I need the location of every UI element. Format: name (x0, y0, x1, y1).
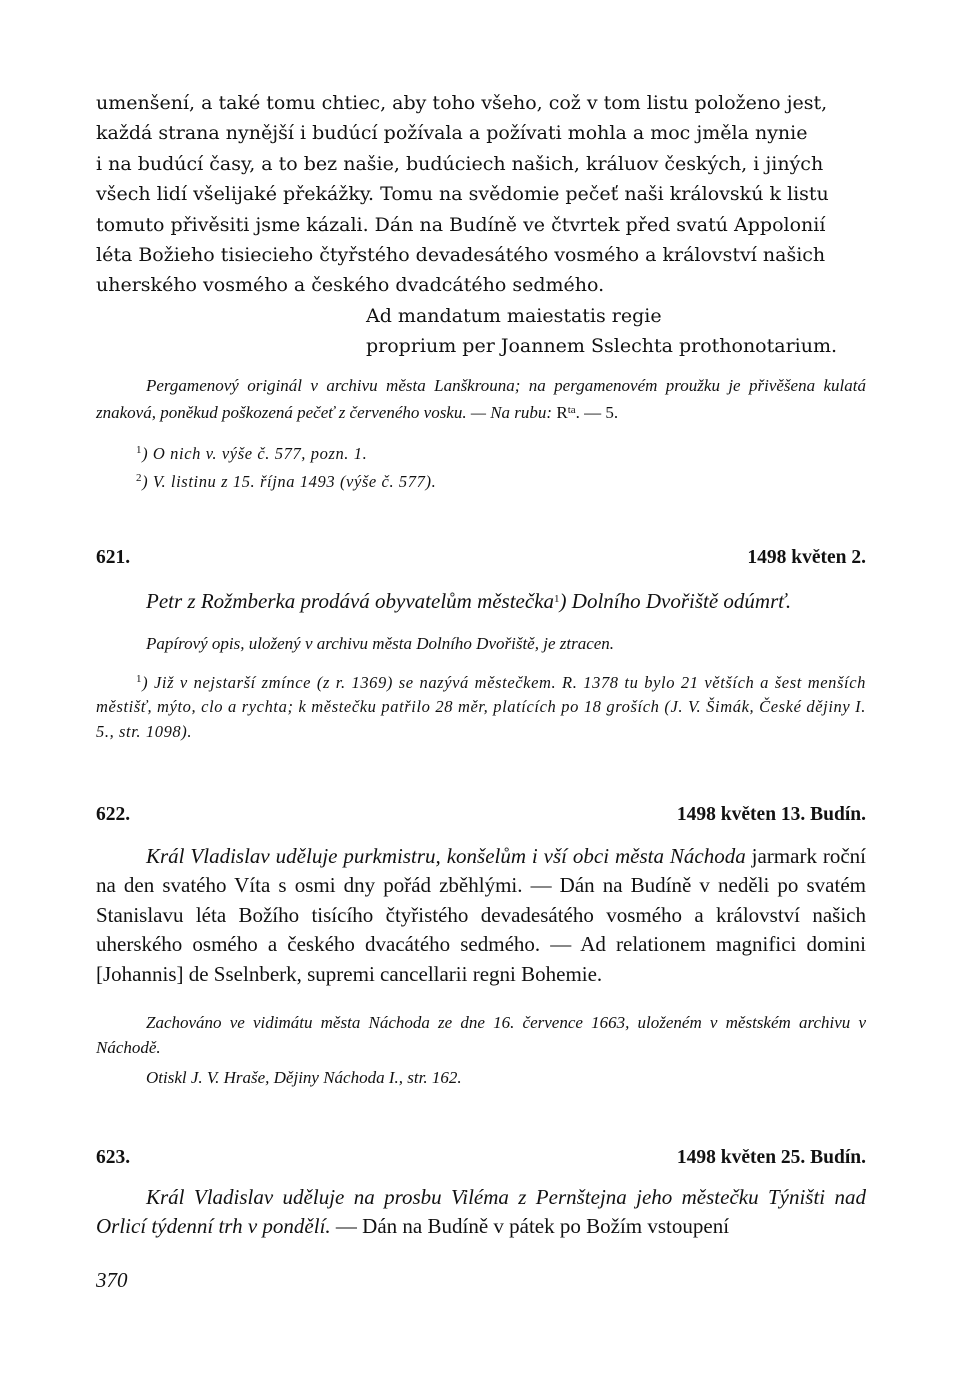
entry-number: 622. (96, 804, 131, 826)
entry-date: 1498 květen 2. (747, 546, 866, 568)
text-line: uherského vosmého a českého dvadcátého sedmého. (96, 274, 605, 297)
text-line: umenšení, a také tomu chtiec, aby toho všeho, což v tom listu položeno jest, (96, 92, 828, 114)
footnote: $^1$) O nich v. výše č. 577, pozn. 1. (136, 443, 368, 463)
text-line: všech lidí všelijaké překážky. Tomu na svědomie pečeť naši královskú k listu (96, 183, 829, 206)
text-line: léta Božieho tisiecieho čtyřstého devadesátého vosmého a království našich (96, 244, 826, 267)
source-note-rta: R (556, 403, 568, 423)
signature-line: Ad mandatum maiestatis regie (366, 304, 662, 327)
entry-date: 1498 květen 25. Budín. (676, 1146, 866, 1168)
footnote: $^1$) Již v nejstarší zmínce (z r. 1369) se nazývá městečkem. R. 1378 tu bylo 21 větších a šest menších městišť, mýto, clo a rychta; k městečku patřilo 28 měr, platících po 18 groších (J. V. Šimák, České dějiny I. 5., str. 1098). (96, 672, 866, 741)
text-line: každá strana nynější i budúcí požívala a požívati mohla a moc jměla nynie (96, 122, 808, 145)
entry-text (96, 842, 866, 989)
text-line: i na budúcí časy, a to bez našie, budúciech našich, králuov českých, i jiných (96, 152, 824, 175)
source-note (96, 374, 866, 426)
entry-header (96, 1147, 866, 1169)
entry-regest: Král Vladislav uděluje na prosbu Viléma z Pernštejna jeho městečku Týništi nad Orlicí týdenní trh v pondělí. (96, 1184, 866, 1238)
footnotes-620 (96, 438, 866, 495)
entry-note: Papírový opis, uložený v archivu města Dolního Dvořiště, je ztracen. (146, 634, 615, 654)
text-line: tomuto přivěsiti jsme kázali. Dán na Budíně ve čtvrtek před svatú Appolonií (96, 213, 826, 236)
entry-regest: Petr z Rožmberka prodává obyvatelům městečka$^1$) Dolního Dvořiště odúmrť. (146, 588, 792, 613)
entry-text (96, 1183, 866, 1242)
entry-date: 1498 květen 13. Budín. (676, 804, 866, 826)
source-note-text: Pergamenový originál v archivu města Lanškrouna; na pergamenovém proužku je přivěšena kulatá znaková, poněkud poškozená pečeť z červeného vosku. — Na rubu: (96, 375, 866, 423)
signature-line: proprium per Joannem Sslechta prothonotarium. (366, 335, 838, 358)
page-number: 370 (96, 1268, 128, 1292)
entry-header (96, 804, 866, 826)
entry-note: Otiskl J. V. Hraše, Dějiny Náchoda I., str. 162. (146, 1068, 462, 1088)
intro-text (96, 88, 866, 301)
entry-body: jarmark roční na den svatého Víta s osmi dny pořád zběhlými. — Dán na Budíně v neděli po svatém Stanislavu léta Božího tisícího čtyřistého devadesátého vosmého a království našich uherského osmého a českého dvacátého sedmého. — Ad relationem magnifici domini [Johannis] de Sselnberk, supremi cancellarii regni Bohemie. (96, 844, 866, 986)
entry-body: — Dán na Budíně v pátek po Božím vstoupení (330, 1214, 730, 1238)
entry-number: 623. (96, 1146, 131, 1168)
footnote: $^2$) V. listinu z 15. října 1493 (výše č. 577). (136, 472, 437, 492)
entry-header (96, 547, 866, 569)
entry-regest: Král Vladislav uděluje purkmistru, konšelům i vší obci města Náchoda (146, 844, 746, 869)
entry-number: 621. (96, 546, 131, 568)
source-note-rta-sup: ta (567, 404, 576, 417)
page-content (96, 88, 866, 1241)
source-note-tail: . — 5. (575, 403, 619, 423)
entry-note: Zachováno ve vidimátu města Náchoda ze dne 16. července 1663, uloženém v městském archivu v Náchodě. (96, 1013, 866, 1057)
